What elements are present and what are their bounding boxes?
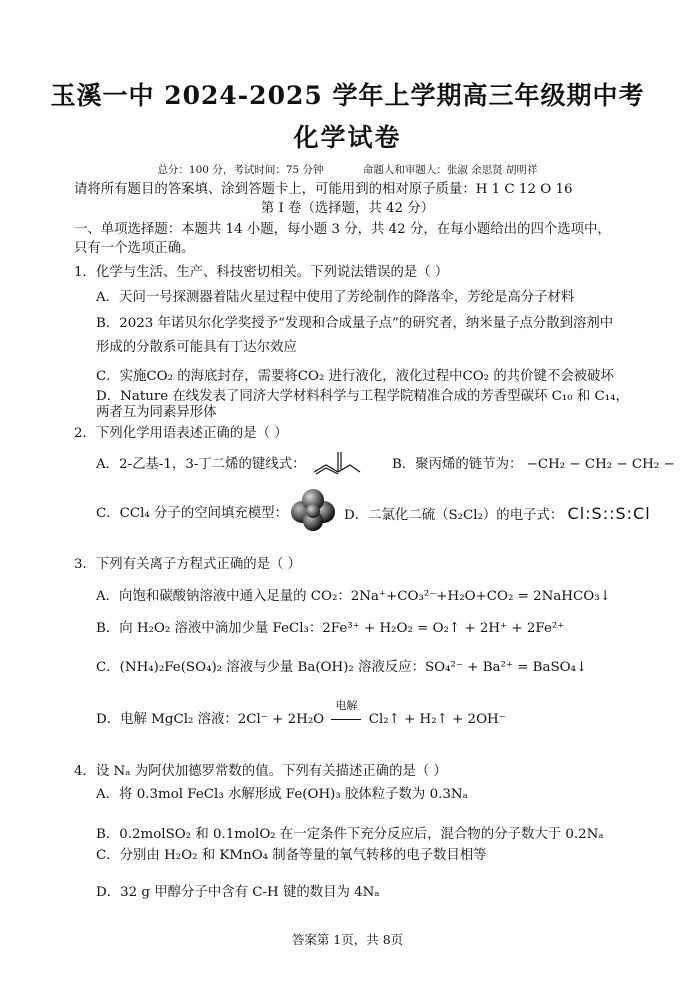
q2-option-d-electron-formula: Cl:S::S:Cl <box>567 504 651 523</box>
q1-option-b-line2: 形成的分散系可能具有丁达尔效应 <box>96 340 297 355</box>
q2-option-b-label: B．聚丙烯的链节为： <box>392 457 523 472</box>
section-intro-1: 一、单项选择题：本题共 14 小题，每小题 3 分，共 42 分，在每小题给出的四个选项中， <box>74 222 611 237</box>
meta-total: 总分：100 分，考试时间：75 分钟 <box>157 164 324 176</box>
q1-stem: 1．化学与生活、生产、科技密切相关。下列说法错误的是（ ） <box>74 265 449 280</box>
q2-option-d-label: D．二氯化二硫（S₂Cl₂）的电子式： <box>344 508 564 523</box>
butadiene-skeletal-formula <box>312 448 362 478</box>
q3-option-c: C．(NH₄)₂Fe(SO₄)₂ 溶液与少量 Ba(OH)₂ 溶液反应：SO₄²⁻ + Ba²⁺ = BaSO₄↓ <box>96 660 588 675</box>
meta-authors: 命题人和审题人：张淑 余思贤 胡明祥 <box>362 164 538 176</box>
q1-option-d-line1: D．Nature 在线发表了同济大学材料科学与工程学院精准合成的芳香型碳环 C₁₀ 和 C₁₄， <box>96 389 629 404</box>
q1-option-a: A．天问一号探测器着陆火星过程中使用了芳纶制作的降落伞，芳纶是高分子材料 <box>96 290 575 305</box>
electrolysis-label: 电解 <box>335 699 358 712</box>
electrolysis-arrow <box>328 699 364 729</box>
exam-meta <box>0 162 695 177</box>
q3-option-d <box>96 699 506 729</box>
q4-option-b: B．0.2molSO₂ 和 0.1molO₂ 在一定条件下充分反应后，混合物的分子数大于 0.2Nₐ <box>96 827 604 842</box>
q4-option-a: A．将 0.3mol FeCl₃ 水解形成 Fe(OH)₃ 胶体粒子数为 0.3Nₐ <box>96 787 468 802</box>
q2-option-a <box>96 456 306 474</box>
q4-option-c: C．分别由 H₂O₂ 和 KMnO₄ 制备等量的氧气转移的电子数目相等 <box>96 848 487 863</box>
q4-option-d: D．32 g 甲醇分子中含有 C-H 键的数目为 4Nₐ <box>96 885 380 900</box>
q3-option-a: A．向饱和碳酸钠溶液中通入足量的 CO₂：2Na⁺+CO₃²⁻+H₂O+CO₂ = 2NaHCO₃↓ <box>96 589 611 604</box>
page-footer: 答案第 1页，共 8页 <box>291 932 404 947</box>
q2-option-c-label: C．CCl₄ 分子的空间填充模型： <box>96 506 288 521</box>
q1-option-b-line1: B．2023 年诺贝尔化学奖授予“发现和合成量子点”的研究者，纳米量子点分散到溶剂中 <box>96 316 614 331</box>
q1-option-c: C．实施CO₂ 的海底封存，需要将CO₂ 进行液化，液化过程中CO₂ 的共价键不会被破坏 <box>96 369 614 384</box>
instructions: 请将所有题目的答案填、涂到答题卡上，可能用到的相对原子质量：H 1 C 12 O 16 <box>74 182 573 197</box>
q3-option-d-label: D．电解 MgCl₂ 溶液：2Cl⁻ + 2H₂O <box>96 712 325 727</box>
q2-stem: 2．下列化学用语表述正确的是（ ） <box>74 426 288 441</box>
exam-title-line2: 化学试卷 <box>293 123 402 152</box>
q2-option-a-label: A．2-乙基-1，3-丁二烯的键线式： <box>96 457 306 472</box>
q2-option-b <box>392 456 675 474</box>
q3-stem: 3．下列有关离子方程式正确的是（ ） <box>74 557 302 572</box>
q2-option-d <box>344 505 651 525</box>
section-intro-2: 只有一个选项正确。 <box>74 241 195 256</box>
q3-option-b: B．向 H₂O₂ 溶液中滴加少量 FeCl₃：2Fe³⁺ + H₂O₂ = O₂↑ + 2H⁺ + 2Fe²⁺ <box>96 621 565 636</box>
section-title: 第 I 卷（选择题，共 42 分） <box>260 201 435 216</box>
q4-stem: 4．设 Nₐ 为阿伏加德罗常数的值。下列有关描述正确的是（ ） <box>74 764 447 779</box>
q2-option-b-formula: −CH₂ − CH₂ − CH₂ − <box>526 457 675 472</box>
ccl4-space-filling-model <box>290 488 336 532</box>
q1-option-d-line2: 两者互为同素异形体 <box>96 405 217 420</box>
q2-option-c <box>96 505 288 523</box>
q3-option-d-products: Cl₂↑ + H₂↑ + 2OH⁻ <box>368 712 506 727</box>
exam-title-line1: 玉溪一中 2024-2025 学年上学期高三年级期中考 <box>50 81 645 110</box>
